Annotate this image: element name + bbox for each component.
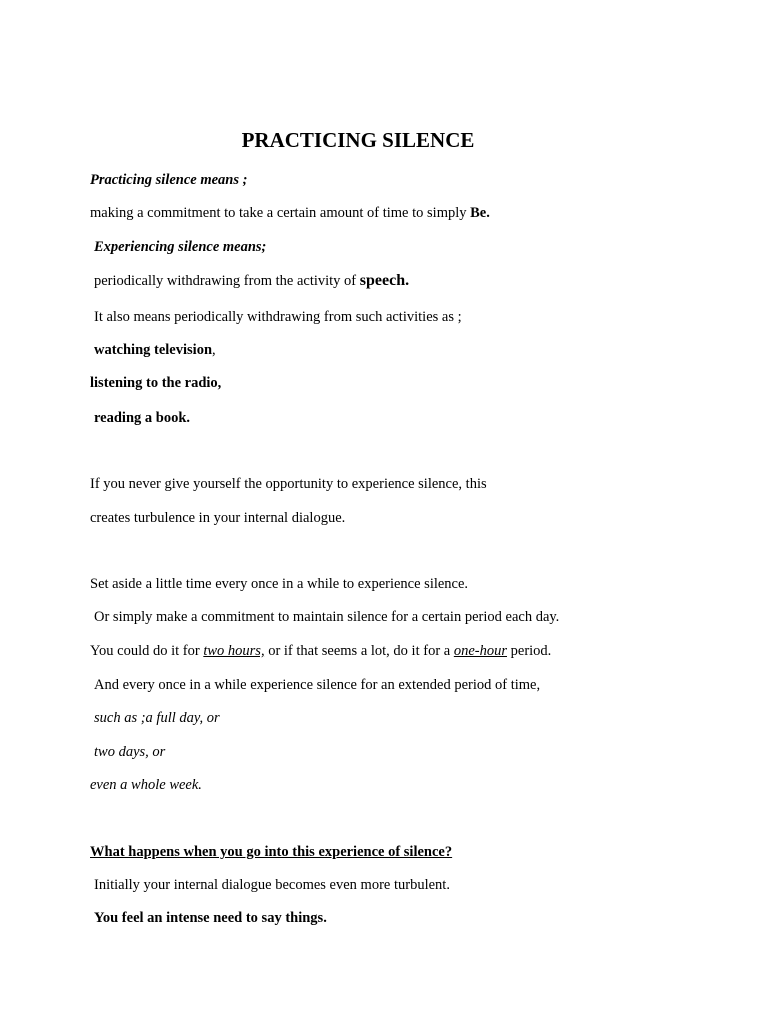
paragraph-extended-period: And every once in a while experience silence for an extended period of time, [94,677,541,693]
paragraph-initially: Initially your internal dialogue becomes even more turbulent. [94,877,450,893]
paragraph-could-do-mid: or if that seems a lot, do it for a [264,643,454,659]
paragraph-could-do-tail: period. [507,643,552,659]
list-item-whole-week: even a whole week. [90,777,202,793]
emphasis-be: Be. [470,205,490,221]
paragraph-simply-commit: Or simply make a commitment to maintain silence for a certain period each day. [94,609,560,625]
paragraph-turbulence: creates turbulence in your internal dialogue. [90,510,346,526]
paragraph-set-aside: Set aside a little time every once in a while to experience silence. [90,576,469,592]
list-item-watching-television-text: watching television [94,342,213,358]
list-item-comma: , [212,342,216,358]
emphasis-speech: speech. [359,272,410,289]
list-item-reading-book: reading a book. [94,410,191,426]
emphasis-one-hour: one-hour [453,643,508,659]
heading-practicing-silence-means: Practicing silence means ; [90,172,248,188]
list-item-listening-radio: listening to the radio, [90,375,222,391]
paragraph-intense-need: You feel an intense need to say things. [94,910,327,926]
paragraph-could-do [90,642,551,660]
list-item-watching-television [94,341,216,359]
list-item-two-days: two days, or [94,744,166,760]
paragraph-withdrawing-speech [94,272,409,290]
paragraph-withdrawing-text: periodically withdrawing from the activity of [94,273,360,289]
page-title: PRACTICING SILENCE [241,128,475,152]
paragraph-commitment-text: making a commitment to take a certain amount of time to simply [90,205,471,221]
paragraph-commitment [90,204,490,222]
heading-what-happens: What happens when you go into this experience of silence? [90,844,453,860]
paragraph-never-give: If you never give yourself the opportunity to experience silence, this [90,476,487,492]
paragraph-could-do-text: You could do it for [90,643,204,659]
heading-experiencing-silence-means: Experiencing silence means; [94,239,267,255]
list-item-full-day: such as ;a full day, or [94,710,220,726]
paragraph-also-means: It also means periodically withdrawing from such activities as ; [94,309,462,325]
emphasis-two-hours: two hours, [203,643,265,659]
